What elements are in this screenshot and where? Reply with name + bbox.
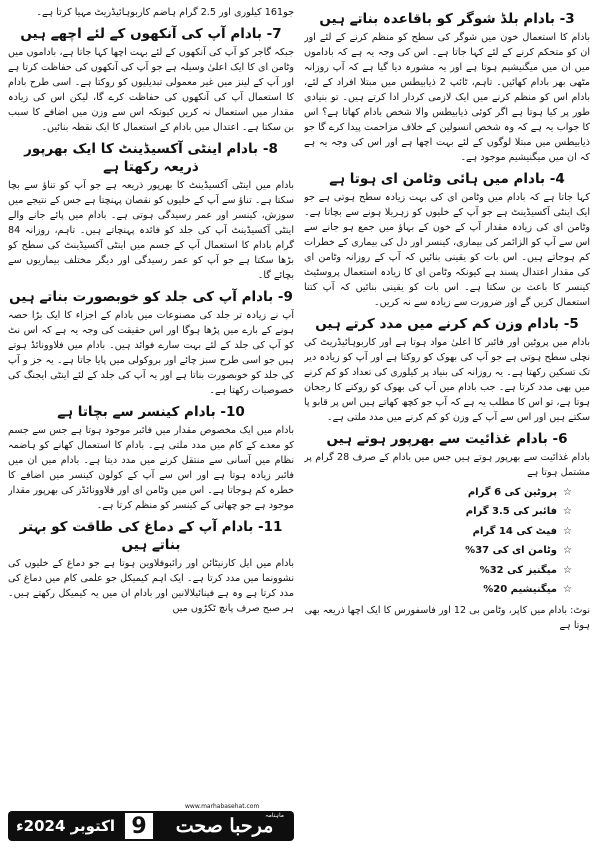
star-outline-icon: ☆ <box>563 564 572 576</box>
star-outline-icon: ☆ <box>563 584 572 596</box>
page-footer <box>8 803 294 841</box>
section-paragraph: آپ نے زیادہ تر جلد کی مصنوعات میں بادام کے اجزاء کا ایک بڑا حصہ ہونے کے بارے میں پڑھا ہوگا اور اس حقیقت کی وجہ یہ ہے کہ اس نٹ کو آپ کی جلد کے لئے بہت سارے فوائد ہیں۔ بادام میں فلاوونائڈ ہوتے ہیں جو اسی طرح سبز چائے اور بروکولی میں پایا جاتا ہے۔ یہ جز و آپ کی جلد کو خوبصورت بناتا ہے اور یہ آپ کی جلد کے لئے اینٹی ایجنگ کی خصوصیات رکھتا ہے۔ <box>8 310 294 396</box>
section-paragraph: جبکہ گاجر کو آپ کی آنکھوں کے لئے بہت اچھا کہا جاتا ہے، باداموں میں وٹامن ای کا ایک اعلیٰ وسیلہ ہے جو آپ کی آنکھوں کی حفاظت کرتا ہے اور آپ کے لینز میں غیر معمولی تبدیلیوں کو روکتا ہے۔ اسی طرح بادام کا استعمال آپ کی آنکھوں کی حفاظت کرے گا، لیکن اس کی زیادہ مقدار میں استعمال نہ کریں کیونکہ اس سے وزن میں اضافے کا سبب بن سکتا ہے۔ اعتدال میں بادام کے استعمال کا ایک نقطہ بنائیں۔ <box>8 47 294 133</box>
nutrient-label: وٹامن ای کی 37% <box>465 545 557 557</box>
right-column <box>304 6 590 806</box>
nutrient-item <box>304 541 572 561</box>
nutrient-label: پروٹین کی 6 گرام <box>467 486 557 498</box>
section-paragraph: بادام میں اینٹی آکسیڈینٹ کا بھرپور ذریعہ ہے جو آپ کو تناؤ سے بچا سکتا ہے۔ تناؤ سے آپ کے خلیوں کو نقصان پہنچتا ہے جس کے نتیجے میں سوزش، کینسر اور عمر رسیدگی ہوتی ہے۔ بادام میں پائے جانے والے اینٹی آکسیڈینٹ آپ کی جلد کو فائدہ پہنچاتے ہیں۔ تاہم، روزانہ 84 گرام بادام کا استعمال آپ کے جسم میں اینٹی آکسیڈینٹ کی سطح کو بڑھا سکتا ہے جو آپ کو عمر رسیدگی اور دیگر مختلف بیماریوں سے بچائے گا۔ <box>8 180 294 282</box>
star-outline-icon: ☆ <box>563 545 572 557</box>
section-heading: 7- بادام آپ کی آنکھوں کے لئے اچھے ہیں <box>20 25 282 42</box>
nutrient-item <box>304 502 572 522</box>
nutrient-item <box>304 522 572 542</box>
section-paragraph: بادام میں ایل کارنیٹائن اور رائبوفلاوین ہوتا ہے جو دماغ کے خلیوں کی نشوونما میں مدد کرتا ہے۔ ایک اہم کیمیکل جو علمی کام میں دماغ کی مدد کرتا ہے وہ ہے فینائیلالانین اور بادام ان میں یہ کیمیکل رکھتے ہیں۔ ہر صبح صرف پانچ ٹکڑوں میں <box>8 558 294 615</box>
section-heading: 9- بادام آپ کی جلد کو خوبصورت بناتے ہیں <box>9 289 293 305</box>
nutrient-item <box>304 580 572 600</box>
section-paragraph: بادام کا استعمال خون میں شوگر کی سطح کو منظم کرنے کے لئے اور ان کو متحکم کرنے کے لئے کہا جاتا ہے۔ اس کی وجہ یہ ہے کہ باداموں میں ان میں میگنیشیم ہوتا ہے اور یہ مشورہ دیا گیا ہے کہ آپ روزانہ مٹھی بھر بادام کھائیں۔ تاہم، ٹائپ 2 ذیابیطس میں مبتلا افراد کے لئے، بادام اس کو منظم کرنے میں ایک لازمی کردار ادا کرتے ہیں۔ تو بنیادی طور پر کیا ہوتا ہے اگر کوئی ذیابیطس والا شخص بادام کھاتا ہے؟ اس کا جواب یہ ہے کہ وہ شخص انسولین کے خلاف مزاحمت پیدا کرے گا جو ذیابیطس میں مبتلا لوگوں کے لئے بہت اچھا ہے اور اس کی وجہ یہ ہے کہ ان میں میگنیشیم موجود ہے۔ <box>304 32 590 163</box>
nutrient-item <box>304 483 572 503</box>
issue-date: اکتوبر 2024ء <box>8 811 123 841</box>
nutrient-item <box>304 561 572 581</box>
left-column <box>8 6 294 806</box>
star-outline-icon: ☆ <box>563 506 572 518</box>
star-outline-icon: ☆ <box>563 486 572 498</box>
magazine-tag: ماہنامہ <box>265 812 284 819</box>
magazine-name: مرحبا صحت <box>175 815 274 837</box>
nutrient-label: فائبر کی 3.5 گرام <box>465 506 557 518</box>
section-heading: 8- بادام اینٹی آکسیڈینٹ کا ایک بھرپور ذریعہ رکھتا ہے <box>24 140 278 176</box>
footnote: نوٹ: بادام میں کاپر، وٹامن بی 12 اور فاسفورس کا ایک اچھا ذریعہ بھی ہوتا ہے <box>304 604 590 631</box>
section-heading: 10- بادام کینسر سے بچاتا ہے <box>57 403 245 420</box>
section-paragraph: بادام غذائیت سے بھرپور ہوتے ہیں جس میں بادام کے صرف 28 گرام پر مشتمل ہوتا ہے <box>304 451 590 478</box>
continued-text: جو161 کیلوری اور 2.5 گرام ہاضم کاربوہائیڈریٹ مہیا کرتا ہے۔ <box>36 7 294 18</box>
section-paragraph: بادام میں ایک مخصوص مقدار میں فائبر موجود ہوتا ہے جس سے جسم کو معدے کے کام میں مدد ملتی ہے۔ بادام کا استعمال کھانے کو ہاضمہ نظام میں آسانی سے منتقل کرنے میں مدد دیتا ہے۔ بادام میں ان میں فائبر زیادہ ہوتا ہے اور اس سے آپ کے کولون کینسر میں اضافے کا خطرہ کم ہوجاتا ہے۔ اس میں وٹامن ای اور فلاوونائڈز کی بھرپور مقدار موجود ہے جو چھاتی کے کینسر کو منظم کرتا ہے۔ <box>8 425 294 511</box>
nutrient-label: فیٹ کی 14 گرام <box>472 525 557 537</box>
section-heading: 4- بادام میں ہائی وٹامن ای ہوتا ہے <box>329 170 565 187</box>
section-heading: 5- بادام وزن کم کرنے میں مدد کرتے ہیں <box>315 315 579 332</box>
nutrient-label: میگنیز کی 32% <box>479 564 557 576</box>
section-heading: 11- بادام آپ کے دماغ کی طاقت کو بہتر بناتے ہیں <box>19 518 283 554</box>
nutrient-label: میگنیشیم 20% <box>483 584 557 596</box>
page-number: 9 <box>123 811 155 841</box>
nutrient-list <box>304 483 572 600</box>
star-outline-icon: ☆ <box>563 525 572 537</box>
magazine-masthead <box>155 803 294 841</box>
section-paragraph: بادام میں پروٹین اور فائبر کا اعلیٰ مواد ہوتا ہے اور کاربوہائیڈریٹ کی نچلی سطح ہوتی ہے جو آپ کی بھوک کو روکتا ہے اور آپ کو زیادہ دیر تک تسکین رکھتا ہے۔ یہ روزانہ کی بنیاد پر کیلوری کی تعداد کو کم کرنے میں بھی مدد کرتا ہے۔ جب بادام میں آپ کی بھوک کو روکنے کا رجحان ہوتا ہے، تو اس کا مطلب یہ ہے کہ آپ جو کچھ کھاتے ہیں اس پر قابو پا سکتے ہیں اور اس سے آپ کے وزن کو کم کرنے میں مدد ملتی ہے۔ <box>304 336 590 423</box>
section-paragraph: کہا جاتا ہے کہ بادام میں وٹامن ای کی بہت زیادہ سطح ہوتی ہے جو ایک اینٹی آکسیڈینٹ ہے جو آپ کے خلیوں کو زہریلا ہونے سے بچاتا ہے۔ وٹامن ای کی زیادہ مقدار آپ کے خون کے بہاؤ میں جمع ہو جانے سے اس سے آپ کو الزائمر کی بیماری، کینسر اور دل کی بیماری کے خطرات کم ہوجاتے ہیں۔ اس بات کو یقینی بنائیں کہ آپ کے روزانہ وٹامن ای کی مقدار اعتدال پسند ہے کیونکہ وٹامن ای کا زیادہ استعمال پروسٹیٹ کینسر کا باعث بن سکتا ہے۔ اس بات کو یقینی بنائیں کہ آپ کتنا استعمال کریں گے اور ضرورت سے زیادہ سے نہ کریں۔ <box>304 192 590 308</box>
section-heading: 3- بادام بلڈ شوگر کو باقاعدہ بناتے ہیں <box>319 11 575 27</box>
website-url: www.marhabasehat.com <box>185 803 260 810</box>
section-heading: 6- بادام غذائیت سے بھرپور ہوتے ہیں <box>326 430 568 447</box>
